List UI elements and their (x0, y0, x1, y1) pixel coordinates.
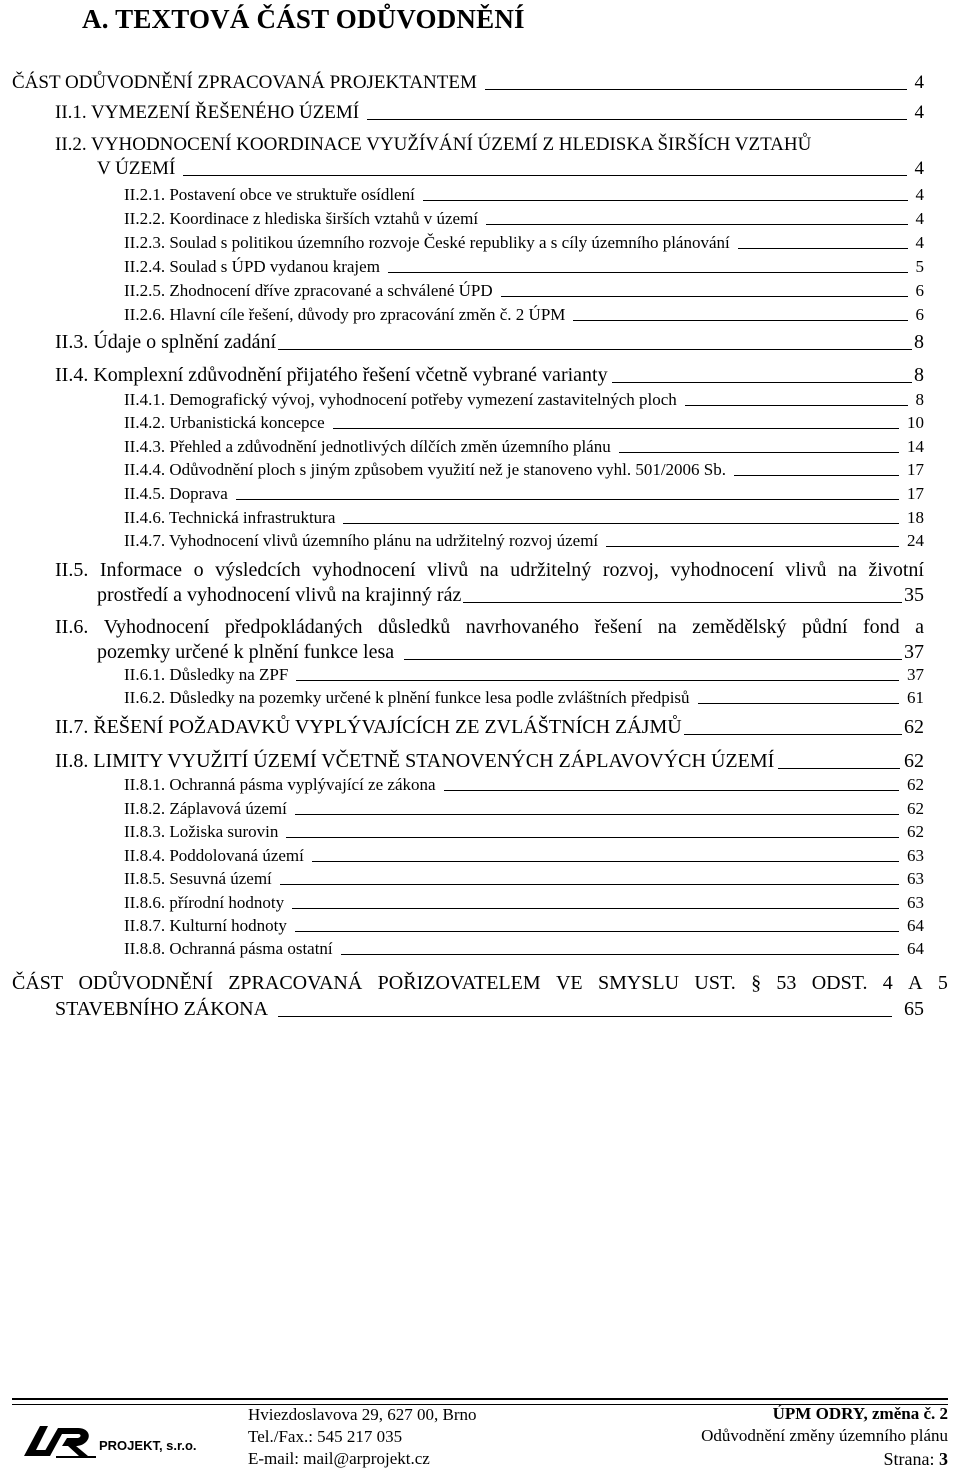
toc-leader (343, 523, 899, 524)
toc-ii2-line1[interactable]: II.2. VYHODNOCENÍ KOORDINACE VYUŽÍVÁNÍ ÚZEMÍ Z HLEDISKA ŠIRŠÍCH VZTAHŮ (55, 134, 812, 155)
toc-word: ODST. (811, 972, 868, 994)
toc-leader (734, 475, 899, 476)
toc-leader (486, 224, 907, 225)
footer-doc-title: Odůvodnění změny územního plánu (701, 1426, 948, 1445)
toc-label: II.8.7. Kulturní hodnoty (124, 916, 287, 935)
footer-phone: Tel./Fax.: 545 217 035 (248, 1427, 403, 1446)
toc-ii1[interactable] (55, 102, 924, 124)
toc-part2-line1[interactable] (12, 972, 948, 995)
toc-ii3[interactable] (55, 331, 924, 354)
toc-ii2[interactable] (97, 158, 924, 180)
toc-subitem[interactable] (124, 846, 924, 866)
toc-subitem[interactable] (124, 688, 924, 708)
footer-email[interactable]: E-mail: mail@arprojekt.cz (248, 1449, 430, 1468)
toc-leader (485, 89, 907, 90)
toc-page: 17 (907, 484, 924, 503)
toc-leader (612, 382, 912, 383)
toc-label: II.7. ŘEŠENÍ POŽADAVKŮ VYPLÝVAJÍCÍCH ZE ZVLÁŠTNÍCH ZÁJMŮ (55, 716, 682, 738)
page-heading: A. TEXTOVÁ ČÁST ODŮVODNĚNÍ (82, 4, 525, 34)
toc-leader (606, 546, 899, 547)
toc-page: 4 (915, 209, 924, 228)
toc-leader (278, 349, 912, 350)
toc-word: 4 (882, 972, 893, 994)
toc-page: 62 (907, 775, 924, 794)
toc-label: II.8.4. Poddolovaná území (124, 846, 304, 865)
company-logo-icon (22, 1420, 98, 1460)
toc-label: II.3. Údaje o splnění zadání (55, 331, 277, 353)
toc-word: životní (868, 559, 924, 581)
toc-leader (292, 908, 899, 909)
toc-label: ČÁST ODŮVODNĚNÍ ZPRACOVANÁ PROJEKTANTEM (12, 72, 477, 93)
toc-word: SMYSLU (597, 972, 680, 994)
toc-leader (333, 428, 899, 429)
toc-word: o (193, 559, 204, 581)
toc-word: na (838, 559, 857, 581)
toc-word: 53 (776, 972, 797, 994)
toc-label: II.2.3. Soulad s politikou územního rozvoje České republiky a s cíly územního plánování (124, 233, 730, 252)
toc-word: navrhovaného (465, 616, 579, 638)
toc-leader (738, 248, 908, 249)
toc-subitem[interactable] (124, 665, 924, 685)
toc-word: na (479, 559, 499, 581)
toc-word: POŘIZOVATELEM (377, 972, 541, 994)
toc-leader (501, 296, 908, 297)
toc-page: 61 (907, 688, 924, 707)
toc-ii4[interactable] (55, 364, 924, 387)
toc-page: 5 (915, 257, 924, 276)
toc-page: 8 (914, 331, 924, 353)
toc-subitem[interactable] (124, 413, 924, 433)
toc-label: II.2.2. Koordinace z hlediska širších vztahů v území (124, 209, 479, 228)
toc-leader (295, 931, 899, 932)
toc-page: 17 (907, 460, 924, 479)
toc-ii7[interactable] (55, 716, 924, 739)
toc-subitem[interactable] (124, 799, 924, 819)
toc-label: II.8. LIMITY VYUŽITÍ ÚZEMÍ VČETNĚ STANOVENÝCH ZÁPLAVOVÝCH ÚZEMÍ (55, 750, 775, 772)
toc-subitem[interactable] (124, 281, 924, 301)
toc-page: 62 (904, 716, 924, 738)
toc-leader (388, 272, 908, 273)
toc-page: 4 (914, 72, 924, 93)
toc-word: vlivů (785, 559, 827, 581)
toc-page: 6 (915, 305, 924, 324)
toc-page: 65 (904, 998, 924, 1020)
toc-label: II.6.2. Důsledky na pozemky určené k plnění funkce lesa podle zvláštních předpisů (124, 688, 690, 707)
toc-page: 6 (915, 281, 924, 300)
toc-page: 64 (907, 939, 924, 958)
toc-subitem[interactable] (124, 257, 924, 277)
toc-leader (236, 499, 899, 500)
toc-word: 5 (937, 972, 948, 994)
toc-label: II.4.1. Demografický vývoj, vyhodnocení potřeby vymezení zastavitelných ploch (124, 390, 677, 409)
toc-page: 63 (907, 846, 924, 865)
toc-leader (280, 884, 899, 885)
toc-leader (312, 861, 899, 862)
footer-page-label: Strana: (883, 1449, 935, 1469)
toc-page: 62 (907, 822, 924, 841)
toc-label: II.6.1. Důsledky na ZPF (124, 665, 289, 684)
footer-project: ÚPM ODRY, změna č. 2 (772, 1404, 948, 1423)
toc-label: STAVEBNÍHO ZÁKONA (55, 998, 269, 1020)
toc-leader (698, 703, 899, 704)
toc-page: 63 (907, 893, 924, 912)
toc-word: udržitelný (510, 559, 592, 581)
toc-leader (619, 452, 899, 453)
toc-page: 62 (904, 750, 924, 772)
toc-word: a (915, 616, 924, 638)
toc-label: V ÚZEMÍ (97, 158, 176, 179)
toc-word: ODŮVODNĚNÍ (78, 972, 213, 994)
toc-subitem[interactable] (124, 531, 924, 551)
toc-label: II.8.5. Sesuvná území (124, 869, 272, 888)
toc-page: 8 (914, 364, 924, 386)
toc-label: II.8.6. přírodní hodnoty (124, 893, 285, 912)
toc-label: II.8.1. Ochranná pásma vyplývající ze zákona (124, 775, 436, 794)
toc-label: prostředí a vyhodnocení vlivů na krajinný ráz (97, 584, 462, 606)
toc-page: 24 (907, 531, 924, 550)
toc-leader (295, 814, 899, 815)
toc-leader (778, 768, 900, 769)
toc-page: 4 (915, 233, 924, 252)
toc-label: II.2.5. Zhodnocení dříve zpracované a schválené ÚPD (124, 281, 493, 300)
toc-leader (296, 680, 899, 681)
toc-page: 4 (914, 102, 924, 123)
toc-leader (341, 954, 899, 955)
toc-word: VE (555, 972, 583, 994)
toc-word: zemědělský (692, 616, 787, 638)
toc-word: ZPRACOVANÁ (228, 972, 363, 994)
toc-word: na (657, 616, 677, 638)
toc-subitem[interactable] (124, 460, 924, 480)
toc-subitem[interactable] (124, 508, 924, 528)
toc-part2[interactable] (55, 998, 924, 1021)
toc-page: 8 (915, 390, 924, 409)
toc-page: 18 (907, 508, 924, 527)
toc-word: fond (862, 616, 900, 638)
toc-word: § (751, 972, 762, 994)
toc-leader (463, 602, 902, 603)
footer-page (884, 1449, 949, 1470)
toc-leader (423, 200, 908, 201)
toc-label: II.2.4. Soulad s ÚPD vydanou krajem (124, 257, 380, 276)
toc-ii5[interactable] (97, 584, 924, 607)
toc-leader (183, 175, 906, 176)
toc-word: Informace (99, 559, 183, 581)
toc-word: UST. (694, 972, 736, 994)
toc-leader (278, 1016, 892, 1017)
toc-subitem[interactable] (124, 822, 924, 842)
toc-subitem[interactable] (124, 869, 924, 889)
toc-page: 62 (907, 799, 924, 818)
toc-subitem[interactable] (124, 893, 924, 913)
toc-part1[interactable] (12, 72, 924, 94)
toc-label: II.4.5. Doprava (124, 484, 228, 503)
toc-word: půdní (801, 616, 848, 638)
toc-label: II.2.1. Postavení obce ve struktuře osídlení (124, 185, 415, 204)
toc-ii8[interactable] (55, 750, 924, 773)
toc-leader (685, 405, 908, 406)
toc-word: II.5. (55, 559, 89, 581)
toc-word: ČÁST (12, 972, 64, 994)
toc-label: II.4.6. Technická infrastruktura (124, 508, 336, 527)
toc-subitem[interactable] (124, 775, 924, 795)
toc-page: 14 (907, 437, 924, 456)
toc-subitem[interactable] (124, 916, 924, 936)
toc-leader (573, 320, 907, 321)
toc-leader (367, 119, 906, 120)
toc-label: II.4.7. Vyhodnocení vlivů územního plánu na udržitelný rozvoj území (124, 531, 599, 550)
toc-subitem[interactable] (124, 437, 924, 457)
footer-page-number: 3 (939, 1449, 948, 1469)
toc-page: 37 (904, 641, 924, 663)
toc-word: vyhodnocení (670, 559, 774, 581)
toc-label: pozemky určené k plnění funkce lesa (97, 641, 395, 663)
toc-subitem[interactable] (124, 233, 924, 253)
toc-subitem[interactable] (124, 185, 924, 205)
toc-word: předpokládaných (224, 616, 363, 638)
company-name: PROJEKT, s.r.o. (99, 1438, 197, 1453)
toc-label: II.8.2. Záplavová území (124, 799, 287, 818)
toc-label: II.4.2. Urbanistická koncepce (124, 413, 325, 432)
toc-page: 4 (914, 158, 924, 179)
toc-word: A (908, 972, 923, 994)
toc-word: vlivů (427, 559, 469, 581)
toc-word: důsledků (378, 616, 451, 638)
toc-page: 10 (907, 413, 924, 432)
toc-word: rozvoj, (602, 559, 659, 581)
toc-ii5-line1[interactable] (55, 559, 924, 582)
toc-label: II.8.8. Ochranná pásma ostatní (124, 939, 333, 958)
footer-address: Hviezdoslavova 29, 627 00, Brno (248, 1405, 477, 1424)
toc-label: II.4.3. Přehled a zdůvodnění jednotlivých dílčích změn územního plánu (124, 437, 611, 456)
toc-page: 64 (907, 916, 924, 935)
toc-page: 63 (907, 869, 924, 888)
toc-ii6[interactable] (97, 641, 924, 664)
toc-word: výsledcích (215, 559, 301, 581)
toc-label: II.2.6. Hlavní cíle řešení, důvody pro zpracování změn č. 2 ÚPM (124, 305, 566, 324)
toc-subitem[interactable] (124, 484, 924, 504)
toc-leader (684, 734, 902, 735)
toc-subitem[interactable] (124, 939, 924, 959)
toc-leader (404, 659, 902, 660)
toc-leader (286, 837, 899, 838)
toc-label: II.4. Komplexní zdůvodnění přijatého řešení včetně vybrané varianty (55, 364, 608, 386)
toc-ii6-line1[interactable] (55, 616, 924, 639)
toc-label: II.4.4. Odůvodnění ploch s jiným způsobem využití než je stanoveno vyhl. 501/2006 Sb. (124, 460, 727, 479)
toc-label: II.8.3. Ložiska surovin (124, 822, 279, 841)
toc-page: 4 (915, 185, 924, 204)
toc-leader (444, 790, 899, 791)
toc-word: II.6. (55, 616, 89, 638)
toc-page: 37 (907, 665, 924, 684)
toc-word: vyhodnocení (312, 559, 416, 581)
toc-label: II.1. VYMEZENÍ ŘEŠENÉHO ÚZEMÍ (55, 102, 360, 123)
toc-word: řešení (594, 616, 643, 638)
toc-subitem[interactable] (124, 209, 924, 229)
toc-subitem[interactable] (124, 390, 924, 410)
toc-page: 35 (904, 584, 924, 606)
toc-subitem[interactable] (124, 305, 924, 325)
toc-word: Vyhodnocení (103, 616, 210, 638)
